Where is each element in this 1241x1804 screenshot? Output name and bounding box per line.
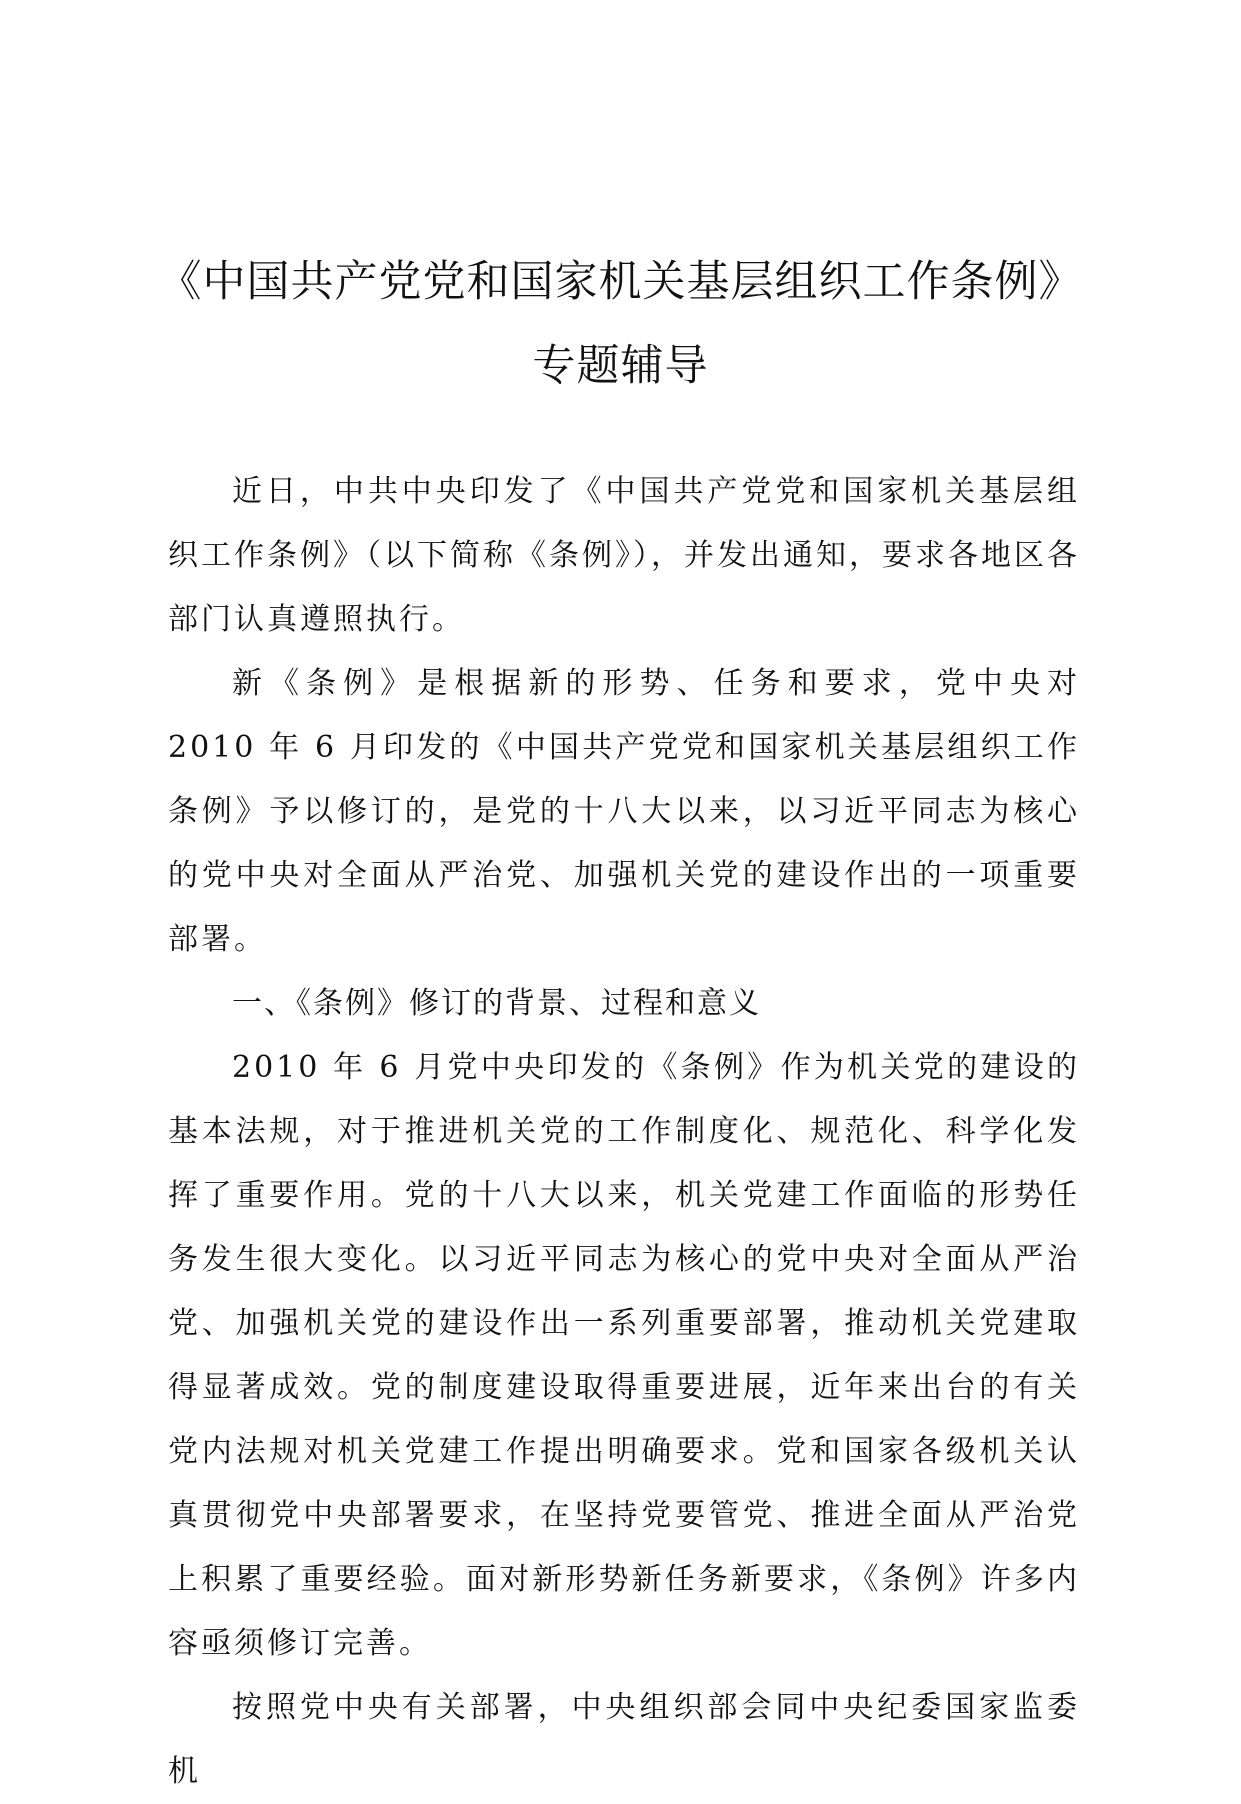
intro-paragraph-2: 新《条例》是根据新的形势、任务和要求，党中央对 2010 年 6 月印发的《中国共产党党和国家机关基层组织工作条例》予以修订的，是党的十八大以来，以习近平同志为核心的党中央对全面从严治党、加强机关党的建设作出的一项重要部署。 bbox=[168, 666, 1080, 957]
document-body bbox=[168, 460, 1080, 1804]
document-title-line-1: 《中国共产党党和国家机关基层组织工作条例》 bbox=[158, 257, 1083, 307]
section-1-paragraph-2: 按照党中央有关部署，中央组织部会同中央纪委国家监委机 bbox=[168, 1690, 1080, 1789]
section-1-paragraph-1: 2010 年 6 月党中央印发的《条例》作为机关党的建设的基本法规，对于推进机关党的工作制度化、规范化、科学化发挥了重要作用。党的十八大以来，机关党建工作面临的形势任务发生很大变化。以习近平同志为核心的党中央对全面从严治党、加强机关党的建设作出一系列重要部署，推动机关党建取得显著成效。党的制度建设取得重要进展，近年来出台的有关党内法规对机关党建工作提出明确要求。党和国家各级机关认真贯彻党中央部署要求，在坚持党要管党、推进全面从严治党上积累了重要经验。面对新形势新任务新要求，《条例》许多内容亟须修订完善。 bbox=[168, 1050, 1080, 1661]
document-title-line-2: 专题辅导 bbox=[532, 341, 709, 391]
section-1-heading: 一、《条例》修订的背景、过程和意义 bbox=[232, 986, 761, 1021]
intro-paragraph-1: 近日，中共中央印发了《中国共产党党和国家机关基层组织工作条例》（以下简称《条例》），并发出通知，要求各地区各部门认真遵照执行。 bbox=[168, 474, 1080, 637]
